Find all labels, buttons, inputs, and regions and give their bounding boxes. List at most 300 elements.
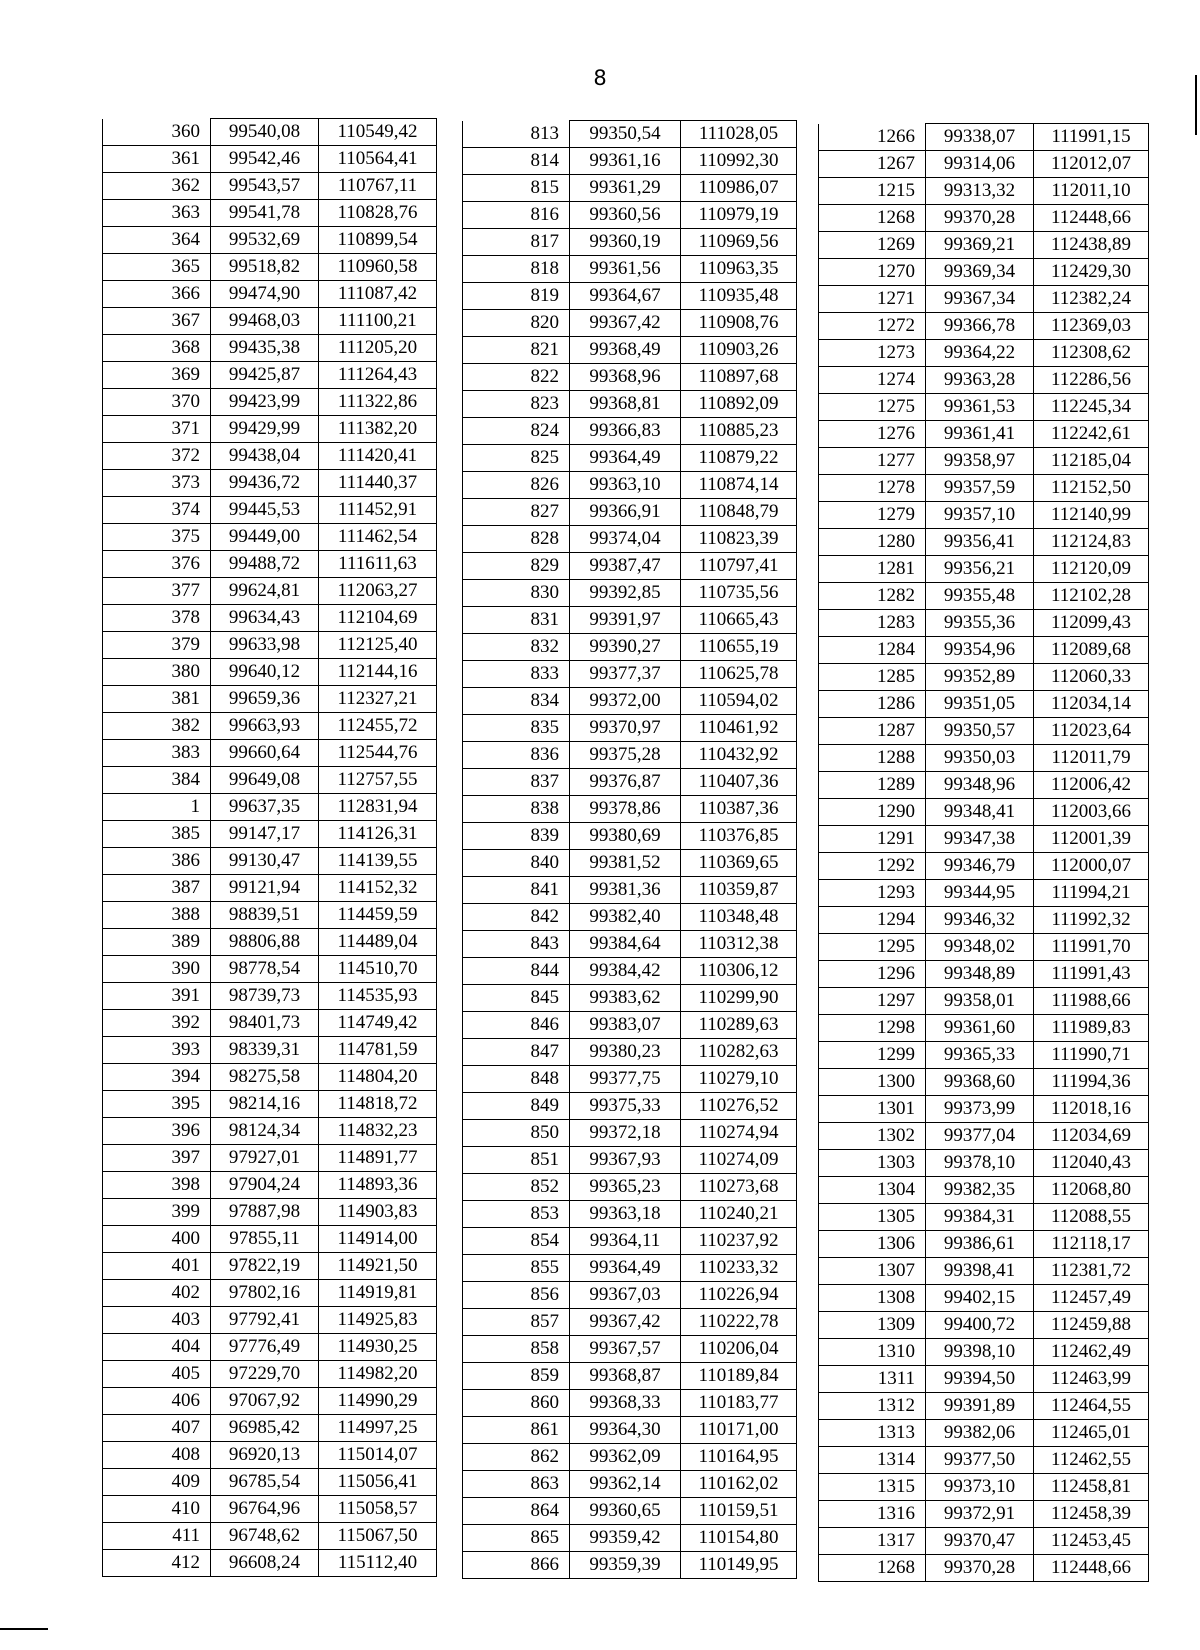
y-coordinate-cell: 112448,66 bbox=[1034, 1555, 1149, 1582]
table-row bbox=[819, 610, 1149, 637]
x-coordinate-cell: 99624,81 bbox=[211, 578, 319, 605]
x-coordinate-cell: 99372,00 bbox=[570, 688, 681, 715]
point-number-cell: 1294 bbox=[819, 907, 926, 934]
point-number-cell: 382 bbox=[103, 713, 211, 740]
table-row bbox=[463, 256, 797, 283]
point-number-cell: 409 bbox=[103, 1469, 211, 1496]
x-coordinate-cell: 99384,42 bbox=[570, 958, 681, 985]
table-row bbox=[819, 880, 1149, 907]
y-coordinate-cell: 112003,66 bbox=[1034, 799, 1149, 826]
x-coordinate-cell: 99373,10 bbox=[926, 1474, 1034, 1501]
y-coordinate-cell: 114804,20 bbox=[319, 1064, 437, 1091]
point-number-cell: 862 bbox=[463, 1444, 570, 1471]
point-number-cell: 1290 bbox=[819, 799, 926, 826]
x-coordinate-cell: 99378,86 bbox=[570, 796, 681, 823]
y-coordinate-cell: 110206,04 bbox=[681, 1336, 797, 1363]
x-coordinate-cell: 99380,69 bbox=[570, 823, 681, 850]
table-row bbox=[463, 796, 797, 823]
x-coordinate-cell: 96920,13 bbox=[211, 1442, 319, 1469]
x-coordinate-cell: 97776,49 bbox=[211, 1334, 319, 1361]
point-number-cell: 832 bbox=[463, 634, 570, 661]
table-row bbox=[103, 1037, 437, 1064]
y-coordinate-cell: 110162,02 bbox=[681, 1471, 797, 1498]
table-row bbox=[463, 877, 797, 904]
table-row bbox=[103, 1172, 437, 1199]
x-coordinate-cell: 99541,78 bbox=[211, 200, 319, 227]
x-coordinate-cell: 99370,97 bbox=[570, 715, 681, 742]
x-coordinate-cell: 99357,59 bbox=[926, 475, 1034, 502]
table-row bbox=[819, 259, 1149, 286]
point-number-cell: 840 bbox=[463, 850, 570, 877]
x-coordinate-cell: 99377,50 bbox=[926, 1447, 1034, 1474]
y-coordinate-cell: 111988,66 bbox=[1034, 988, 1149, 1015]
point-number-cell: 403 bbox=[103, 1307, 211, 1334]
x-coordinate-cell: 99435,38 bbox=[211, 335, 319, 362]
x-coordinate-cell: 99390,27 bbox=[570, 634, 681, 661]
point-number-cell: 364 bbox=[103, 227, 211, 254]
point-number-cell: 857 bbox=[463, 1309, 570, 1336]
point-number-cell: 1277 bbox=[819, 448, 926, 475]
table-row bbox=[819, 1501, 1149, 1528]
point-number-cell: 852 bbox=[463, 1174, 570, 1201]
table-row bbox=[103, 227, 437, 254]
x-coordinate-cell: 99364,49 bbox=[570, 1255, 681, 1282]
table-row bbox=[819, 421, 1149, 448]
x-coordinate-cell: 99368,49 bbox=[570, 337, 681, 364]
y-coordinate-cell: 110960,58 bbox=[319, 254, 437, 281]
table-row bbox=[819, 1366, 1149, 1393]
page-edge-left-bottom bbox=[0, 1628, 48, 1630]
x-coordinate-cell: 99380,23 bbox=[570, 1039, 681, 1066]
y-coordinate-cell: 111611,63 bbox=[319, 551, 437, 578]
table-row bbox=[463, 1093, 797, 1120]
table-row bbox=[103, 929, 437, 956]
point-number-cell: 1299 bbox=[819, 1042, 926, 1069]
x-coordinate-cell: 99360,19 bbox=[570, 229, 681, 256]
table-row bbox=[103, 308, 437, 335]
y-coordinate-cell: 111087,42 bbox=[319, 281, 437, 308]
table-row bbox=[819, 1528, 1149, 1555]
x-coordinate-cell: 99370,28 bbox=[926, 205, 1034, 232]
x-coordinate-cell: 99369,34 bbox=[926, 259, 1034, 286]
table-row bbox=[463, 175, 797, 202]
point-number-cell: 388 bbox=[103, 902, 211, 929]
table-row bbox=[463, 769, 797, 796]
table-row bbox=[103, 551, 437, 578]
y-coordinate-cell: 112118,17 bbox=[1034, 1231, 1149, 1258]
table-row bbox=[463, 1255, 797, 1282]
point-number-cell: 373 bbox=[103, 470, 211, 497]
table-row bbox=[103, 578, 437, 605]
point-number-cell: 1306 bbox=[819, 1231, 926, 1258]
point-number-cell: 404 bbox=[103, 1334, 211, 1361]
table-row bbox=[819, 853, 1149, 880]
table-row bbox=[819, 1393, 1149, 1420]
y-coordinate-cell: 110767,11 bbox=[319, 173, 437, 200]
point-number-cell: 376 bbox=[103, 551, 211, 578]
y-coordinate-cell: 111991,70 bbox=[1034, 934, 1149, 961]
table-row bbox=[463, 1282, 797, 1309]
y-coordinate-cell: 110299,90 bbox=[681, 985, 797, 1012]
table-row bbox=[103, 497, 437, 524]
table-row bbox=[463, 1525, 797, 1552]
x-coordinate-cell: 96985,42 bbox=[211, 1415, 319, 1442]
y-coordinate-cell: 114459,59 bbox=[319, 902, 437, 929]
y-coordinate-cell: 112462,49 bbox=[1034, 1339, 1149, 1366]
table-row bbox=[819, 799, 1149, 826]
table-row bbox=[463, 1309, 797, 1336]
y-coordinate-cell: 112286,56 bbox=[1034, 367, 1149, 394]
table-row bbox=[463, 715, 797, 742]
point-number-cell: 846 bbox=[463, 1012, 570, 1039]
point-number-cell: 384 bbox=[103, 767, 211, 794]
x-coordinate-cell: 99391,89 bbox=[926, 1393, 1034, 1420]
y-coordinate-cell: 110903,26 bbox=[681, 337, 797, 364]
point-number-cell: 1288 bbox=[819, 745, 926, 772]
table-row bbox=[463, 1174, 797, 1201]
point-number-cell: 854 bbox=[463, 1228, 570, 1255]
y-coordinate-cell: 112034,69 bbox=[1034, 1123, 1149, 1150]
y-coordinate-cell: 114139,55 bbox=[319, 848, 437, 875]
y-coordinate-cell: 114982,20 bbox=[319, 1361, 437, 1388]
x-coordinate-cell: 99365,23 bbox=[570, 1174, 681, 1201]
point-number-cell: 365 bbox=[103, 254, 211, 281]
table-row bbox=[463, 1363, 797, 1390]
y-coordinate-cell: 112140,99 bbox=[1034, 502, 1149, 529]
y-coordinate-cell: 110171,00 bbox=[681, 1417, 797, 1444]
x-coordinate-cell: 99364,49 bbox=[570, 445, 681, 472]
y-coordinate-cell: 112089,68 bbox=[1034, 637, 1149, 664]
x-coordinate-cell: 99130,47 bbox=[211, 848, 319, 875]
table-row bbox=[463, 1552, 797, 1579]
y-coordinate-cell: 111991,43 bbox=[1034, 961, 1149, 988]
point-number-cell: 1300 bbox=[819, 1069, 926, 1096]
table-row bbox=[463, 121, 797, 148]
x-coordinate-cell: 99358,01 bbox=[926, 988, 1034, 1015]
point-number-cell: 1276 bbox=[819, 421, 926, 448]
y-coordinate-cell: 112023,64 bbox=[1034, 718, 1149, 745]
y-coordinate-cell: 112462,55 bbox=[1034, 1447, 1149, 1474]
y-coordinate-cell: 114489,04 bbox=[319, 929, 437, 956]
point-number-cell: 813 bbox=[463, 121, 570, 148]
y-coordinate-cell: 112124,83 bbox=[1034, 529, 1149, 556]
y-coordinate-cell: 110461,92 bbox=[681, 715, 797, 742]
y-coordinate-cell: 110848,79 bbox=[681, 499, 797, 526]
x-coordinate-cell: 99361,56 bbox=[570, 256, 681, 283]
point-number-cell: 391 bbox=[103, 983, 211, 1010]
y-coordinate-cell: 110273,68 bbox=[681, 1174, 797, 1201]
x-coordinate-cell: 99350,03 bbox=[926, 745, 1034, 772]
y-coordinate-cell: 112327,21 bbox=[319, 686, 437, 713]
y-coordinate-cell: 115014,07 bbox=[319, 1442, 437, 1469]
x-coordinate-cell: 99373,99 bbox=[926, 1096, 1034, 1123]
y-coordinate-cell: 112465,01 bbox=[1034, 1420, 1149, 1447]
x-coordinate-cell: 99367,42 bbox=[570, 310, 681, 337]
x-coordinate-cell: 96764,96 bbox=[211, 1496, 319, 1523]
y-coordinate-cell: 110240,21 bbox=[681, 1201, 797, 1228]
x-coordinate-cell: 99352,89 bbox=[926, 664, 1034, 691]
coordinates-table-3 bbox=[818, 123, 1149, 1582]
table-row bbox=[463, 229, 797, 256]
table-row bbox=[463, 202, 797, 229]
point-number-cell: 1282 bbox=[819, 583, 926, 610]
y-coordinate-cell: 114535,93 bbox=[319, 983, 437, 1010]
x-coordinate-cell: 99377,04 bbox=[926, 1123, 1034, 1150]
point-number-cell: 377 bbox=[103, 578, 211, 605]
table-row bbox=[463, 1066, 797, 1093]
y-coordinate-cell: 114930,25 bbox=[319, 1334, 437, 1361]
point-number-cell: 1285 bbox=[819, 664, 926, 691]
x-coordinate-cell: 99382,40 bbox=[570, 904, 681, 931]
x-coordinate-cell: 99540,08 bbox=[211, 119, 319, 146]
y-coordinate-cell: 110564,41 bbox=[319, 146, 437, 173]
x-coordinate-cell: 99363,28 bbox=[926, 367, 1034, 394]
table-row bbox=[103, 713, 437, 740]
x-coordinate-cell: 99356,21 bbox=[926, 556, 1034, 583]
point-number-cell: 838 bbox=[463, 796, 570, 823]
y-coordinate-cell: 114893,36 bbox=[319, 1172, 437, 1199]
point-number-cell: 397 bbox=[103, 1145, 211, 1172]
table-row bbox=[819, 1204, 1149, 1231]
y-coordinate-cell: 112458,39 bbox=[1034, 1501, 1149, 1528]
y-coordinate-cell: 112453,45 bbox=[1034, 1528, 1149, 1555]
y-coordinate-cell: 112369,03 bbox=[1034, 313, 1149, 340]
y-coordinate-cell: 115056,41 bbox=[319, 1469, 437, 1496]
table-row bbox=[463, 688, 797, 715]
x-coordinate-cell: 99649,08 bbox=[211, 767, 319, 794]
x-coordinate-cell: 99383,07 bbox=[570, 1012, 681, 1039]
x-coordinate-cell: 99384,64 bbox=[570, 931, 681, 958]
y-coordinate-cell: 112088,55 bbox=[1034, 1204, 1149, 1231]
table-row bbox=[819, 313, 1149, 340]
x-coordinate-cell: 99381,36 bbox=[570, 877, 681, 904]
point-number-cell: 844 bbox=[463, 958, 570, 985]
table-row bbox=[819, 1150, 1149, 1177]
point-number-cell: 814 bbox=[463, 148, 570, 175]
table-row bbox=[463, 526, 797, 553]
y-coordinate-cell: 112455,72 bbox=[319, 713, 437, 740]
point-number-cell: 823 bbox=[463, 391, 570, 418]
y-coordinate-cell: 111992,32 bbox=[1034, 907, 1149, 934]
table-row bbox=[103, 1145, 437, 1172]
point-number-cell: 406 bbox=[103, 1388, 211, 1415]
table-row bbox=[819, 232, 1149, 259]
y-coordinate-cell: 114903,83 bbox=[319, 1199, 437, 1226]
x-coordinate-cell: 98739,73 bbox=[211, 983, 319, 1010]
table-row bbox=[463, 958, 797, 985]
x-coordinate-cell: 99363,18 bbox=[570, 1201, 681, 1228]
x-coordinate-cell: 99351,05 bbox=[926, 691, 1034, 718]
y-coordinate-cell: 110432,92 bbox=[681, 742, 797, 769]
y-coordinate-cell: 112381,72 bbox=[1034, 1258, 1149, 1285]
table-row bbox=[463, 661, 797, 688]
table-row bbox=[819, 583, 1149, 610]
y-coordinate-cell: 112034,14 bbox=[1034, 691, 1149, 718]
x-coordinate-cell: 97067,92 bbox=[211, 1388, 319, 1415]
x-coordinate-cell: 99354,96 bbox=[926, 637, 1034, 664]
x-coordinate-cell: 99314,06 bbox=[926, 151, 1034, 178]
x-coordinate-cell: 99364,22 bbox=[926, 340, 1034, 367]
point-number-cell: 1283 bbox=[819, 610, 926, 637]
y-coordinate-cell: 110222,78 bbox=[681, 1309, 797, 1336]
point-number-cell: 381 bbox=[103, 686, 211, 713]
point-number-cell: 1266 bbox=[819, 124, 926, 151]
table-row bbox=[463, 337, 797, 364]
point-number-cell: 389 bbox=[103, 929, 211, 956]
x-coordinate-cell: 97229,70 bbox=[211, 1361, 319, 1388]
x-coordinate-cell: 99394,50 bbox=[926, 1366, 1034, 1393]
y-coordinate-cell: 112104,69 bbox=[319, 605, 437, 632]
x-coordinate-cell: 99449,00 bbox=[211, 524, 319, 551]
x-coordinate-cell: 99372,18 bbox=[570, 1120, 681, 1147]
table-row bbox=[819, 772, 1149, 799]
table-row bbox=[819, 556, 1149, 583]
y-coordinate-cell: 112006,42 bbox=[1034, 772, 1149, 799]
table-row bbox=[819, 907, 1149, 934]
y-coordinate-cell: 114914,00 bbox=[319, 1226, 437, 1253]
x-coordinate-cell: 99366,78 bbox=[926, 313, 1034, 340]
point-number-cell: 848 bbox=[463, 1066, 570, 1093]
table-row bbox=[463, 1147, 797, 1174]
y-coordinate-cell: 112000,07 bbox=[1034, 853, 1149, 880]
y-coordinate-cell: 111994,21 bbox=[1034, 880, 1149, 907]
y-coordinate-cell: 111991,15 bbox=[1034, 124, 1149, 151]
point-number-cell: 392 bbox=[103, 1010, 211, 1037]
x-coordinate-cell: 98124,34 bbox=[211, 1118, 319, 1145]
table-row bbox=[103, 416, 437, 443]
point-number-cell: 843 bbox=[463, 931, 570, 958]
x-coordinate-cell: 99398,10 bbox=[926, 1339, 1034, 1366]
x-coordinate-cell: 99361,60 bbox=[926, 1015, 1034, 1042]
y-coordinate-cell: 112459,88 bbox=[1034, 1312, 1149, 1339]
x-coordinate-cell: 96748,62 bbox=[211, 1523, 319, 1550]
table-row bbox=[819, 151, 1149, 178]
x-coordinate-cell: 99350,54 bbox=[570, 121, 681, 148]
point-number-cell: 1268 bbox=[819, 205, 926, 232]
table-row bbox=[463, 391, 797, 418]
point-number-cell: 849 bbox=[463, 1093, 570, 1120]
point-number-cell: 1307 bbox=[819, 1258, 926, 1285]
y-coordinate-cell: 111322,86 bbox=[319, 389, 437, 416]
table-row bbox=[463, 1201, 797, 1228]
point-number-cell: 1303 bbox=[819, 1150, 926, 1177]
point-number-cell: 1271 bbox=[819, 286, 926, 313]
table-row bbox=[819, 1177, 1149, 1204]
point-number-cell: 817 bbox=[463, 229, 570, 256]
y-coordinate-cell: 110899,54 bbox=[319, 227, 437, 254]
point-number-cell: 1292 bbox=[819, 853, 926, 880]
y-coordinate-cell: 114818,72 bbox=[319, 1091, 437, 1118]
point-number-cell: 395 bbox=[103, 1091, 211, 1118]
x-coordinate-cell: 99360,65 bbox=[570, 1498, 681, 1525]
point-number-cell: 850 bbox=[463, 1120, 570, 1147]
point-number-cell: 841 bbox=[463, 877, 570, 904]
point-number-cell: 378 bbox=[103, 605, 211, 632]
y-coordinate-cell: 110226,94 bbox=[681, 1282, 797, 1309]
y-coordinate-cell: 112185,04 bbox=[1034, 448, 1149, 475]
point-number-cell: 1289 bbox=[819, 772, 926, 799]
table-row bbox=[103, 902, 437, 929]
table-row bbox=[103, 146, 437, 173]
point-number-cell: 405 bbox=[103, 1361, 211, 1388]
point-number-cell: 1269 bbox=[819, 232, 926, 259]
table-row bbox=[103, 389, 437, 416]
y-coordinate-cell: 112011,10 bbox=[1034, 178, 1149, 205]
y-coordinate-cell: 111989,83 bbox=[1034, 1015, 1149, 1042]
table-row bbox=[819, 988, 1149, 1015]
table-row bbox=[819, 1312, 1149, 1339]
table-row bbox=[463, 931, 797, 958]
table-row bbox=[819, 1447, 1149, 1474]
table-row bbox=[103, 875, 437, 902]
y-coordinate-cell: 110897,68 bbox=[681, 364, 797, 391]
y-coordinate-cell: 110276,52 bbox=[681, 1093, 797, 1120]
table-row bbox=[103, 1118, 437, 1145]
table-row bbox=[463, 607, 797, 634]
y-coordinate-cell: 114921,50 bbox=[319, 1253, 437, 1280]
x-coordinate-cell: 99348,96 bbox=[926, 772, 1034, 799]
point-number-cell: 819 bbox=[463, 283, 570, 310]
y-coordinate-cell: 112012,07 bbox=[1034, 151, 1149, 178]
y-coordinate-cell: 114997,25 bbox=[319, 1415, 437, 1442]
table-row bbox=[819, 205, 1149, 232]
x-coordinate-cell: 99468,03 bbox=[211, 308, 319, 335]
y-coordinate-cell: 112068,80 bbox=[1034, 1177, 1149, 1204]
x-coordinate-cell: 99364,11 bbox=[570, 1228, 681, 1255]
point-number-cell: 818 bbox=[463, 256, 570, 283]
y-coordinate-cell: 112060,33 bbox=[1034, 664, 1149, 691]
point-number-cell: 369 bbox=[103, 362, 211, 389]
x-coordinate-cell: 96785,54 bbox=[211, 1469, 319, 1496]
x-coordinate-cell: 99633,98 bbox=[211, 632, 319, 659]
x-coordinate-cell: 99355,36 bbox=[926, 610, 1034, 637]
point-number-cell: 366 bbox=[103, 281, 211, 308]
y-coordinate-cell: 110282,63 bbox=[681, 1039, 797, 1066]
x-coordinate-cell: 99313,32 bbox=[926, 178, 1034, 205]
point-number-cell: 1267 bbox=[819, 151, 926, 178]
y-coordinate-cell: 112120,09 bbox=[1034, 556, 1149, 583]
point-number-cell: 1309 bbox=[819, 1312, 926, 1339]
point-number-cell: 858 bbox=[463, 1336, 570, 1363]
y-coordinate-cell: 110665,43 bbox=[681, 607, 797, 634]
x-coordinate-cell: 99386,61 bbox=[926, 1231, 1034, 1258]
y-coordinate-cell: 112242,61 bbox=[1034, 421, 1149, 448]
table-row bbox=[819, 1258, 1149, 1285]
table-row bbox=[463, 310, 797, 337]
y-coordinate-cell: 112382,24 bbox=[1034, 286, 1149, 313]
table-row bbox=[103, 983, 437, 1010]
x-coordinate-cell: 97904,24 bbox=[211, 1172, 319, 1199]
x-coordinate-cell: 99367,93 bbox=[570, 1147, 681, 1174]
point-number-cell: 362 bbox=[103, 173, 211, 200]
point-number-cell: 824 bbox=[463, 418, 570, 445]
y-coordinate-cell: 112463,99 bbox=[1034, 1366, 1149, 1393]
x-coordinate-cell: 99368,81 bbox=[570, 391, 681, 418]
y-coordinate-cell: 110274,94 bbox=[681, 1120, 797, 1147]
x-coordinate-cell: 99359,39 bbox=[570, 1552, 681, 1579]
table-row bbox=[103, 848, 437, 875]
y-coordinate-cell: 112125,40 bbox=[319, 632, 437, 659]
table-row bbox=[819, 1069, 1149, 1096]
x-coordinate-cell: 99367,57 bbox=[570, 1336, 681, 1363]
y-coordinate-cell: 112099,43 bbox=[1034, 610, 1149, 637]
point-number-cell: 1304 bbox=[819, 1177, 926, 1204]
point-number-cell: 410 bbox=[103, 1496, 211, 1523]
table-row bbox=[819, 826, 1149, 853]
x-coordinate-cell: 99372,91 bbox=[926, 1501, 1034, 1528]
x-coordinate-cell: 97887,98 bbox=[211, 1199, 319, 1226]
x-coordinate-cell: 99488,72 bbox=[211, 551, 319, 578]
